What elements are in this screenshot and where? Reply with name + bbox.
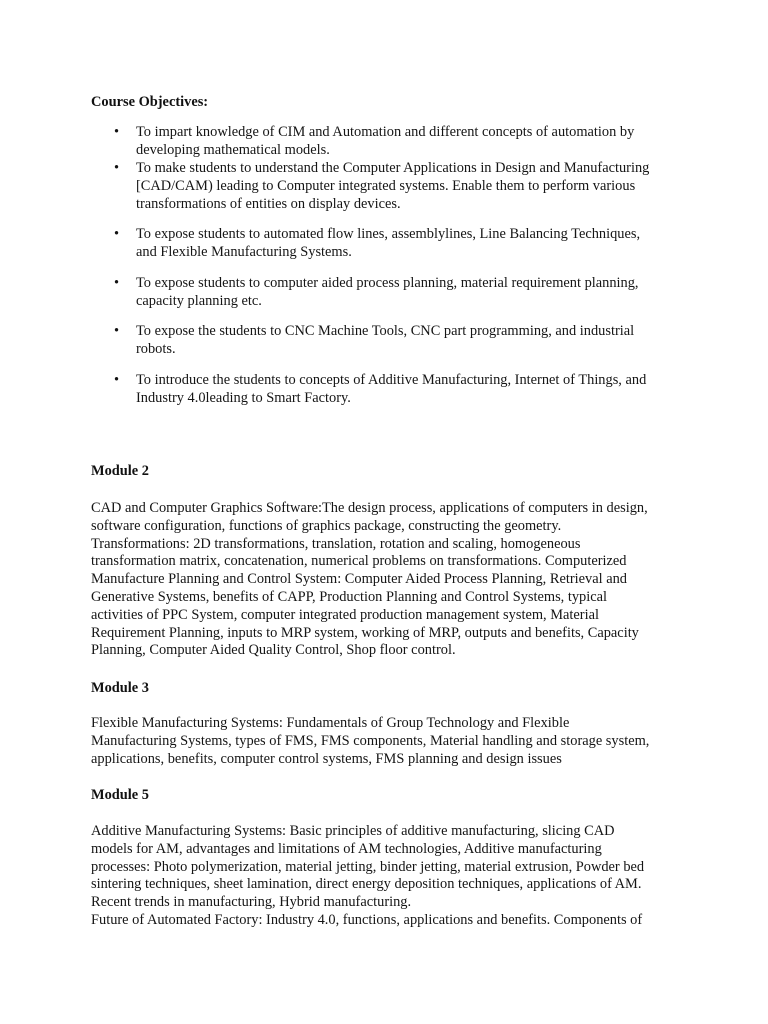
module-line: processes: Photo polymerization, material jetting, binder jetting, material extrusion, Powder bed (91, 858, 645, 875)
objective-line: To expose the students to CNC Machine Tools, CNC part programming, and industrial (136, 323, 635, 339)
module-paragraph (91, 500, 648, 660)
objective-line: To introduce the students to concepts of Additive Manufacturing, Internet of Things, and (136, 372, 647, 388)
objective-text (136, 372, 646, 408)
objective-item (0, 323, 768, 359)
bullet-icon: • (114, 160, 120, 176)
course-objectives-heading: Course Objectives: (91, 94, 209, 110)
bullet-icon: • (114, 275, 120, 291)
objective-line: To expose students to automated flow lines, assemblylines, Line Balancing Techniques, (136, 226, 641, 242)
objective-text (136, 160, 649, 213)
objective-line: To make students to understand the Computer Applications in Design and Manufacturing (136, 160, 650, 176)
objective-line: robots. (136, 340, 176, 357)
module-paragraph (91, 823, 644, 930)
module-line: activities of PPC System, computer integrated production management system, Material (91, 606, 599, 623)
course-objectives-section (0, 94, 768, 406)
objective-text (136, 323, 634, 359)
module-line: sintering techniques, sheet lamination, direct energy deposition techniques, applications of AM. (91, 876, 642, 893)
objective-item (0, 275, 768, 311)
objective-line: capacity planning etc. (136, 292, 262, 309)
module-line: software configuration, functions of graphics package, constructing the geometry. (91, 517, 562, 534)
module-heading: Module 5 (91, 787, 149, 803)
objective-item (0, 372, 768, 408)
module-section (0, 787, 768, 930)
module-line: Transformations: 2D transformations, translation, rotation and scaling, homogeneous (91, 535, 581, 552)
objective-line: [CAD/CAM) leading to Computer integrated systems. Enable them to perform various (136, 177, 636, 194)
objective-line: To impart knowledge of CIM and Automation and different concepts of automation by (136, 124, 635, 140)
objective-line: transformations of entities on display devices. (136, 195, 401, 212)
objective-line: To expose students to computer aided process planning, material requirement planning, (136, 275, 639, 291)
module-heading: Module 3 (91, 680, 149, 696)
objective-text (136, 226, 640, 262)
objective-line: developing mathematical models. (136, 141, 330, 158)
module-heading: Module 2 (91, 463, 149, 479)
bullet-icon: • (114, 124, 120, 140)
module-line: Future of Automated Factory: Industry 4.0, functions, applications and benefits. Components of (91, 911, 643, 928)
module-line: Requirement Planning, inputs to MRP system, working of MRP, outputs and benefits, Capacity (91, 624, 639, 641)
bullet-icon: • (114, 323, 120, 339)
module-line: models for AM, advantages and limitations of AM technologies, Additive manufacturing (91, 840, 602, 857)
module-paragraph (91, 715, 649, 768)
objective-text (136, 275, 639, 311)
objective-text (136, 124, 634, 160)
module-line: Recent trends in manufacturing, Hybrid manufacturing. (91, 894, 412, 911)
module-line: Planning, Computer Aided Quality Control, Shop floor control. (91, 642, 456, 659)
module-line: Generative Systems, benefits of CAPP, Production Planning and Control Systems, typical (91, 588, 608, 605)
bullet-icon: • (114, 226, 120, 242)
objective-item (0, 160, 768, 213)
module-line: Manufacturing Systems, types of FMS, FMS components, Material handling and storage system, (91, 732, 650, 749)
objective-item (0, 124, 768, 160)
objective-line: and Flexible Manufacturing Systems. (136, 243, 352, 260)
module-line: transformation matrix, concatenation, numerical problems on transformations. Computerized (91, 553, 627, 570)
module-section (0, 680, 768, 768)
module-line: Manufacture Planning and Control System: Computer Aided Process Planning, Retrieval and (91, 571, 627, 588)
objective-line: Industry 4.0leading to Smart Factory. (136, 389, 351, 406)
module-line: CAD and Computer Graphics Software:The design process, applications of computers in design, (91, 500, 648, 516)
bullet-icon: • (114, 372, 120, 388)
module-line: Additive Manufacturing Systems: Basic principles of additive manufacturing, slicing CAD (91, 823, 615, 839)
module-line: applications, benefits, computer control systems, FMS planning and design issues (91, 750, 562, 767)
module-line: Flexible Manufacturing Systems: Fundamentals of Group Technology and Flexible (91, 715, 570, 731)
module-section (0, 463, 768, 660)
objective-item (0, 226, 768, 262)
